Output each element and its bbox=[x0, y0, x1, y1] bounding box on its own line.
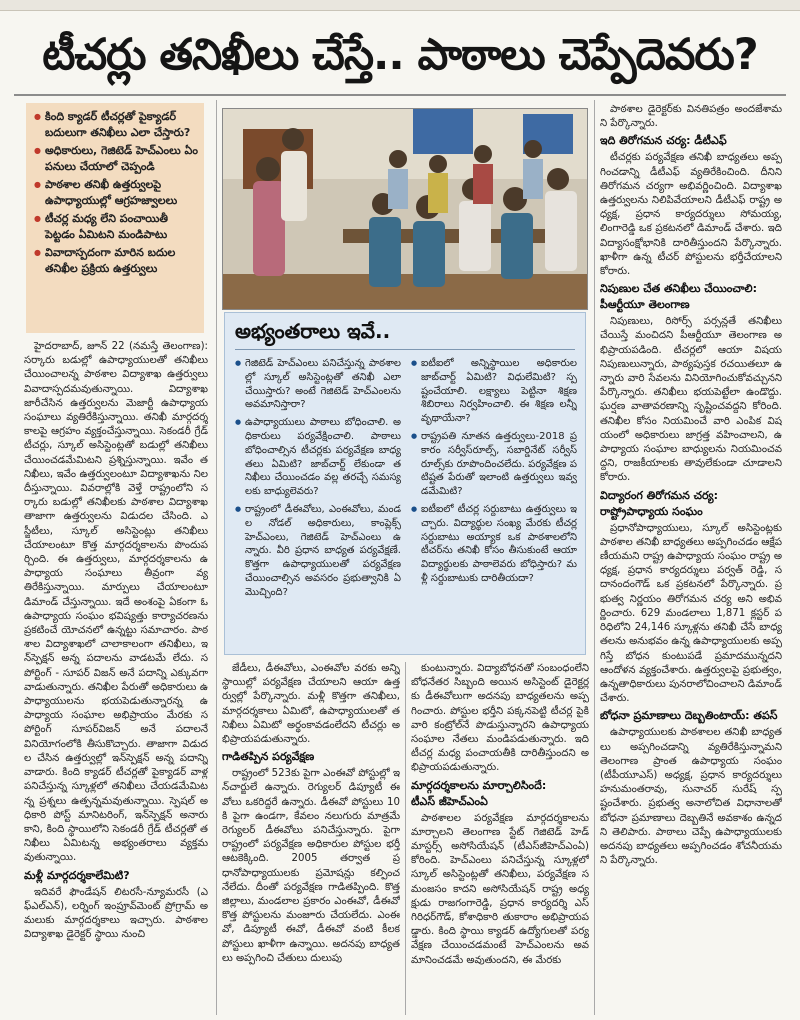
article-column-1 bbox=[24, 340, 208, 1012]
article-paragraph: రాష్ట్రంలో 523కు పైగా ఎంఈవో పోస్టుల్లో ఇన్‌చార్జులే ఉన్నారు. రెగ్యులర్ డిప్యూటీ ఈవోలు ఒకరిద్దరే ఉన్నారు. డీఈవో పోస్టులు 10కి పైగా ఉండగా, కేవలం నలుగురు మాత్రమే రెగ్యులర్ డీఈవోలు పనిచేస్తున్నారు. పైగా రాష్ట్రంలో పర్యవేక్షణ అధికారుల పోస్టుల భర్తీ ఆటకెక్కింది. 2005 తర్వాత ప్రధానోపాధ్యాయులకు ప్రమోషన్లు కల్పించనేలేదు. దీంతో పర్యవేక్షణ గాడితప్పింది. కొత్త జిల్లాలు, మండలాల ప్రకారం ఎంఈవో, డీఈవో కొత్త పోస్టులను మంజూరు చేయలేదు. ఎంఈవో, డిప్యూటీ ఈవో, డీఈవో వంటి కీలక పోస్టులు ఖాళీగా ఉన్నాయి. అదనపు బాధ్యతలు అప్పగించి చేతులు దులుపు bbox=[222, 768, 400, 964]
article-paragraph: టీచర్లకు పర్యవేక్షణ తనిఖీ బాధ్యతలు అప్పగించడాన్ని డీటీఎఫ్ వ్యతిరేకించింది. దీనిని తిరోగమన చర్యగా అభివర్ణించింది. విద్యాశాఖ ఉత్తర్వులను నిలిపివేయాలని డీటీఎఫ్ రాష్ట్ర అధ్యక్ష, ప్రధాన కార్యదర్శులు సోమయ్య, లింగారెడ్డి ఒక ప్రకటనలో డిమాండ్ చేశారు. ఇది విద్యాసంక్షోభానికి దారితీస్తుందని పేర్కొన్నారు. ఖాళీగా ఉన్న టీచర్ పోస్టులను భర్తీచేయాలని కోరారు. bbox=[600, 152, 782, 278]
objection-item: ● రాష్ట్రపతి నూతన ఉత్తర్వులు-2018 ప్రకారం సర్వీస్‌రూల్స్, సబార్డినేట్ సర్వీస్ రూల్స్‌కు రూపొందించలేదు. పర్యవేక్షణ పటిష్టత పేరుతో ఇలాంటి ఉత్తర్వులు ఇవ్వడమేమిటి? bbox=[411, 430, 577, 499]
objection-item: ● గెజిటెడ్ హెచ్‌ఎంలు పనిచేస్తున్న పాఠశాలల్లో స్కూల్ అసిస్టెంట్లతో తనిఖీ ఎలా చేయిస్తారు? అంటే గెజిటెడ్ హెచ్‌ఎంలను అవమానిస్తారా? bbox=[235, 357, 401, 412]
column-divider bbox=[216, 100, 217, 1015]
section-heading: విద్యారంగ తిరోగమన చర్య: bbox=[600, 488, 718, 502]
top-strip bbox=[0, 0, 800, 11]
headline-rule bbox=[14, 94, 786, 96]
objection-item: ● ఐటీఐలో టీచర్ల సర్దుబాటు ఉత్తర్వులు ఇచ్చారు. విద్యార్థుల సంఖ్య మేరకు టీచర్ల సర్దుబాటు అయ్యాక ఒక పాఠశాలలోని టీచర్‌ను తనిఖీ కోసం తీసుకుంటే ఆయా విద్యార్థులకు పాఠాలెవరు బోధిస్తారు? మళ్లీ సర్దుబాటుకు దారితీయదా? bbox=[411, 503, 577, 586]
objection-item: ● ఉపాధ్యాయులు పాఠాలు బోధించాలి. అధికారులు పర్యవేక్షించాలి. పాఠాలు బోధించాల్సిన టీచర్లకు పర్యవేక్షణ బాధ్యతలు ఏమిటి? జాబ్‌చార్ట్ లేకుండా తనిఖీలు చేయించడం వల్ల తరచ్చే సమస్యలకు బాధ్యులెవరు? bbox=[235, 416, 401, 499]
section-subheading: పీఆర్టీయూ తెలంగాణ bbox=[600, 298, 690, 312]
article-column-2 bbox=[222, 662, 400, 1012]
objections-left-column bbox=[235, 357, 401, 649]
section-heading: నిపుణుల చేత తనిఖీలు చేయించాలి: bbox=[600, 282, 757, 296]
objection-item: ● రాష్ట్రంలో డీఈవోలు, ఎంఈవోలు, మండల నోడల్ అధికారులు, కాంప్లెక్స్ హెచ్‌ఎంలు, గెజిటెడ్ హెచ్‌ఎంలు ఉన్నారు. వీరి ప్రధాన బాధ్యత పర్యవేక్షణే. కొత్తగా ఉపాధ్యాయులతో పర్యవేక్షణ చేయించాల్సిన అవసరం ప్రభుత్వానికి ఏమొచ్చింది? bbox=[235, 503, 401, 600]
article-column-3 bbox=[411, 662, 589, 1012]
section-heading: మార్గదర్శకాలను మార్చాలిసిందే: bbox=[411, 778, 547, 792]
article-paragraph: నిపుణులు, రిసోర్స్ పర్సన్లతే తనిఖీలు చేయిస్తే మంచిదని పీఆర్టీయూ తెలంగాణ అభిప్రాయపడింది. టీచర్లలో ఆయా విషయ నిపుణులున్నారు, పాఠ్యపుస్తక రచయితలూ ఉన్నారు వారి సేవలను వినియోగించుకోవచ్చునని పేర్కొన్నారు. తనిఖీలు భయపెట్టేలా ఉండొద్దు. ఘర్షణ వాతావరణాన్ని సృష్టించవద్దని కోరింది. తనిఖీల కోసం నియమించే వారి ఎంపిక విషయంలో అధికారులు జాగ్రత్త వహించాలని, ఉపాధ్యాయ సంఘాల బాధ్యులను నియమించవద్దని, రాజకీయాలకు తావులేకుండా చూడాలని కోరారు. bbox=[600, 316, 782, 484]
section-heading: ఇది తిరోగమన చర్య: డీటీఎఫ్ bbox=[600, 134, 727, 148]
objection-item: ● ఐటీఐలో అన్నిస్థాయిల అధికారుల జాబ్‌చార్ట్ ఏమిటి? విధులేమిటి? స్పష్టంచేయాలి. లక్ష్యాలు పెట్టినా శిక్షణ శిబిరాలు నిర్వహించాలి. ఈ శిక్షణ లన్నీ వృథాయేనా? bbox=[411, 357, 577, 426]
article-paragraph: ఉపాధ్యాయులకు పాఠశాలల తనిఖీ బాధ్యతలు అప్పగించడాన్ని వ్యతిరేకిస్తున్నామని తెలంగాణ ప్రాంత ఉపాధ్యాయ సంఘం (టీపీయూఎస్) అధ్యక్ష, ప్రధాన కార్యదర్శులు హనుమంతరావు, సునాచర్ సురేష్ స్పష్టంచేశారు. ప్రభుత్వ అనాలోచిత విధానాలతో బోధనా ప్రమాణాలు దెబ్బతినే అవకాశం ఉన్నదని తెలిపారు. పాఠాలు చెప్పే ఉపాధ్యాయులకు అదనపు బాధ్యతలు అప్పగించడం శోచనీయమని పేర్కొన్నారు. bbox=[600, 727, 782, 867]
objections-right-column bbox=[411, 357, 577, 649]
headline: టీచర్లు తనిఖీలు చేస్తే.. పాఠాలు చెప్పేదెవరు? bbox=[42, 30, 758, 80]
highlight-item: ● పాఠశాల తనిఖీ ఉత్తర్వులపై ఉపాధ్యాయుల్లో ఆగ్రహజ్వాలలు bbox=[34, 177, 198, 208]
article-paragraph: పాఠశాల డైరెక్టర్‌కు వినతిపత్రం అందజేశామని పేర్కొన్నారు. bbox=[600, 104, 782, 130]
objections-title: అభ్యంతరాలు ఇవే.. bbox=[235, 319, 391, 343]
highlight-item: ● అధికారులు, గెజిటెడ్ హెచ్‌ఎంలు ఏం పనులు చేయాలో చెప్పండి bbox=[34, 143, 198, 174]
article-paragraph: హైదరాబాద్, జూన్ 22 (నమస్తే తెలంగాణ): సర్కారు బడుల్లో ఉపాధ్యాయులతో తనిఖీలు చేయించాలన్న పాఠశాల విద్యాశాఖ ఉత్తర్వులు వివాదాస్పదమవుతున్నాయి. విద్యాశాఖ జారీచేసిన ఉత్తర్వులను మెజార్టీ ఉపాధ్యాయ సంఘాలు వ్యతిరేకిస్తున్నాయి. తనిఖీ మార్గదర్శకాలపై ఆగ్రహం వ్యక్తంచేస్తున్నాయి. సెకండరీ గ్రేడ్ టీచర్లు, స్కూల్ అసిస్టెంట్లతో బడుల్లో తనిఖీలు చేయించడమేమిటని ప్రశ్నిస్తున్నాయి. ఇవేం తనిఖీలు, ఇవేం ఉత్తర్వులంటూ విద్యాశాఖను నిలదీస్తున్నాయి. వివరాల్లోకి వెళ్తే రాష్ట్రంలోని సర్కారు బడుల్లో తనిఖీలకు పాఠశాల విద్యాశాఖ తాజాగా ఉత్తర్వులను విడుదల చేసింది. ఎస్జీటీలు, స్కూల్ అసిస్టెంట్లు తనిఖీలు చేయాలంటూ కొత్త మార్గదర్శకాలను పొందుపర్చింది. ఈ ఉత్తర్వులు, మార్గదర్శకాలను ఉపాధ్యాయ సంఘాలు తీవ్రంగా వ్యతిరేకిస్తున్నాయి. మార్పులు చేయాలంటూ డిమాండ్ చేస్తున్నాయి. ఇదే అంశంపై ఏకంగా ఓ ఉపాధ్యాయ సంఘం భవిష్యత్తు కార్యాచరణను ప్రకటించే యోచనలో ఉన్నట్టు సమాచారం. పాఠశాల విద్యాశాఖలో చాలాకాలంగా తనిఖీలు, ఇన్‌స్పెక్షన్ అన్న పదాలను వాడటమే లేదు. సపోర్టింగ్ - సూపర్ విజన్ అనే పదాన్ని ఎక్కువగా వాడుతున్నారు. తనిఖీల పేరుతో అధికారులు ఉపాధ్యాయులను భయపెడుతున్నారన్న ఉపాధ్యాయ సంఘాల అభిప్రాయం మేరకు సపోర్టింగ్ సూపర్‌విజన్ అనే పదాలనే వినియోగంలోకి తీసుకొచ్చారు. తాజాగా విడుదల చేసిన ఉత్తర్వుల్లో ఇన్‌స్పెక్షన్ అన్న పదాన్ని వాడారు. కింది క్యాడర్ టీచర్లతో పైక్యాడర్ వాళ్ల పనిచేస్తున్న స్కూళ్లలో తనిఖీలు చేయడమేమిటన్న ప్రశ్నలు ఉత్పన్నమవుతున్నాయి. స్పెషల్ అధికారి పోస్ట్ మానిటరింగ్, ఇన్‌స్పెక్షన్ అనారు కాని, కింది స్థాయిలోని సెకండరీ గ్రేడ్ టీచర్లతో తనిఖీలు ఏమిటన్న అభ్యంతరాలు వ్యక్తమవుతున్నాయి. bbox=[24, 341, 208, 864]
section-heading: మళ్లీ మార్గదర్శకాలేమిటి? bbox=[24, 868, 130, 882]
highlights-box bbox=[26, 103, 204, 333]
classroom-photo bbox=[222, 108, 588, 310]
column-divider bbox=[594, 100, 595, 1015]
article-column-4 bbox=[600, 103, 782, 1013]
highlight-item: ● టీచర్ల మధ్య లేని పంచాయితీ పెట్టడం ఏమిటని మండిపాటు bbox=[34, 211, 198, 242]
section-heading: బోధనా ప్రమాణాలు దెబ్బతింటాయ్: తపస్ bbox=[600, 709, 778, 723]
article-paragraph: పాఠశాలల పర్యవేక్షణ మార్గదర్శకాలను మార్చాలని తెలంగాణ స్టేట్ గెజిటెడ్ హెడ్ మాస్టర్స్ అసోసియేషన్ (టీఎస్‌జీహెచ్‌ఎంఏ) కోరింది. హెచ్‌ఎంలు పనిచేస్తున్న స్కూళ్లలో స్కూల్ అసిస్టెంట్లతో తనిఖీలు, పర్యవేక్షణ సమంజసం కాదని అసోసియేషన్ రాష్ట్ర అధ్యక్షుడు రాజగంగారెడ్డి, ప్రధాన కార్యదర్శి ఎస్ గిరిధర్‌గౌడ్, కోశాధికారి తుకారాం అభిప్రాయపడ్డారు. కింది స్థాయి క్యాడర్ ఉద్యోగులతో పర్యవేక్షణ చేయించడమంటే హెచ్‌ఎంలను అవమానించడమే అవుతుందని, ఈ మేరకు bbox=[411, 812, 589, 966]
article-paragraph: జేడీలు, డీఈవోలు, ఎంఈవోల వరకు అన్ని స్థాయిల్లో పర్యవేక్షణ చేయాలని ఆయా ఉత్తర్వుల్లో పేర్కొన్నారు. మళ్లీ కొత్తగా తనిఖీలు, మార్గదర్శకాలు ఏమిటో, ఉపాధ్యాయులతో తనిఖీలు ఏమిటో అర్థంకావడంలేదని టీచర్లు అభిప్రాయపడుతున్నారు. bbox=[222, 663, 400, 746]
objections-rule bbox=[235, 349, 575, 350]
section-subheading: రాష్ట్రోపాధ్యాయ సంఘం bbox=[600, 504, 703, 518]
section-subheading: టీఎస్ జీహెచ్‌ఎంఏ bbox=[411, 794, 488, 808]
article-paragraph: కుంటున్నారు. విద్యాబోధనతో సంబంధంలేని బోధనేతర సిబ్బంది అయిన అసిస్టెంట్ డైరెక్టర్లకు డీఈవోలుగా అదనపు బాధ్యతలను అప్పగించారు. పోస్టుల భర్తీని పక్కనపెట్టి టీచర్ల పైకి వారి కంట్రోల్‌నే పొడుస్తున్నారని ఉపాధ్యాయ సంఘాల నేతలు మండిపడుతున్నారు. ఇది టీచర్ల మధ్య పంచాయతీకి దారితీస్తుందని అభిప్రాయపడుతున్నారు. bbox=[411, 663, 589, 774]
column-divider bbox=[405, 662, 406, 1015]
highlight-item: ● వివాదాస్పదంగా మారిన బదుల తనిఖీల ప్రక్రియ ఉత్తర్వులు bbox=[34, 245, 198, 276]
article-paragraph: ఇదివరే ఫౌండేషన్ లిటరసీ-న్యూమరసీ (ఎఫ్‌ఎల్ఎన్), లర్నింగ్ ఇంప్రూవ్‌మెంట్ ప్రోగ్రామ్ అమలుకు మార్గదర్శకాలు ఇచ్చారు. పాఠశాల విద్యాశాఖ డైరెక్టర్ స్థాయి నుంచి bbox=[24, 886, 208, 941]
article-paragraph: ప్రధానోపాధ్యాయులు, స్కూల్ అసిస్టెంట్లకు పాఠశాల తనిఖీ బాధ్యతలు అప్పగించడం ఆక్షేపణీయమని రాష్ట్ర ఉపాధ్యాయ సంఘం రాష్ట్ర అధ్యక్ష, ప్రధాన కార్యదర్శులు పర్వత్ రెడ్డి, సదానందంగౌడ్ ఒక ప్రకటనలో పేర్కొన్నారు. ప్రభుత్వ నిర్ణయం తిరోగమన చర్య అని అభివర్ణించారు. 629 మండలాలు 1,871 క్లస్టర్ పరిధిలోని 24,146 స్కూళ్లను తనిఖీ చేసే బాధ్యతలను అనుభవం ఉన్న ఉపాధ్యాయులకు అప్పగిస్తే బోధన కుంటుపడే ప్రమాదమున్నదని ఆందోళన వ్యక్తంచేశారు. ఉత్తర్వులపై ప్రభుత్వం, ఉన్నతాధికారులు పునరాలోచించాలని డిమాండ్ చేశారు. bbox=[600, 522, 782, 705]
classroom-illustration bbox=[223, 109, 587, 309]
section-heading: గాడితప్పిన పర్యవేక్షణ bbox=[222, 750, 315, 764]
highlight-item: ● కింది క్యాడర్ టీచర్లతో పైక్యాడర్ బదులుగా తనిఖీలు ఎలా చేస్తారు? bbox=[34, 109, 198, 140]
objections-box bbox=[224, 312, 586, 655]
